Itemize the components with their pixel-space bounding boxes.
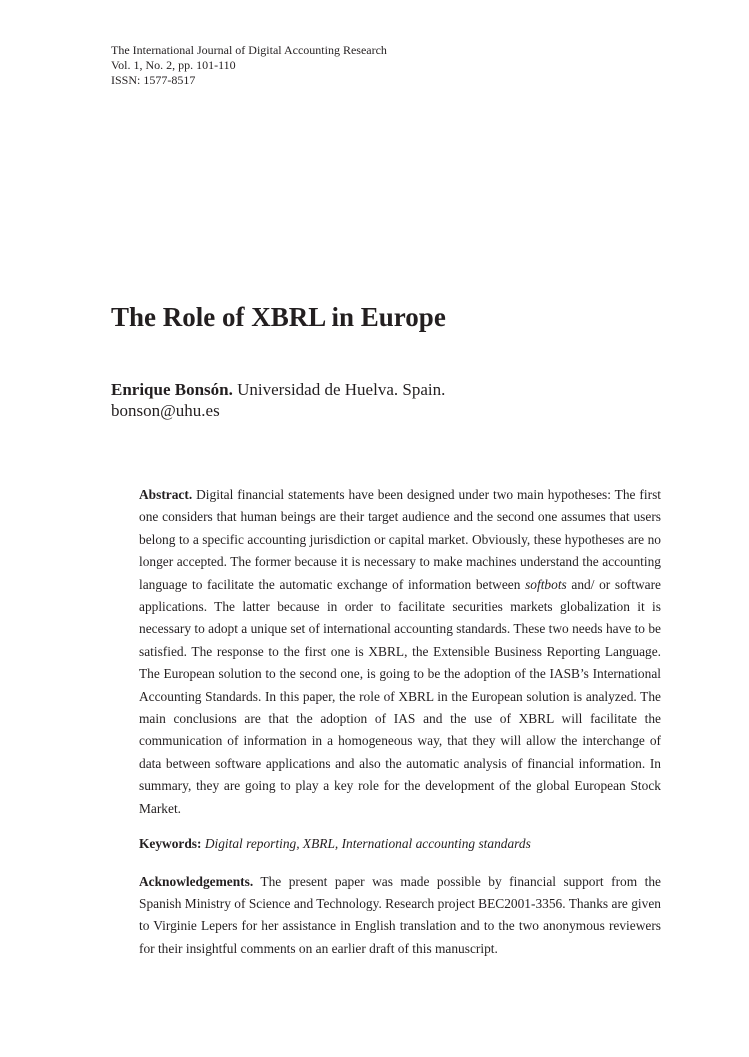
acknowledgements-paragraph	[139, 871, 661, 961]
acknowledgements-label: Acknowledgements.	[139, 873, 254, 889]
author-name: Enrique Bonsón.	[111, 380, 233, 399]
keywords-text: Digital reporting, XBRL, International accounting standards	[201, 836, 531, 852]
keywords-label: Keywords:	[139, 836, 202, 852]
author-line	[111, 379, 445, 400]
journal-issn: ISSN: 1577-8517	[111, 73, 196, 87]
author-affiliation: Universidad de Huelva. Spain.	[232, 380, 446, 399]
abstract-block	[139, 484, 661, 960]
paper-title: The Role of XBRL in Europe	[111, 302, 446, 332]
journal-header	[111, 43, 387, 88]
abstract-text-part1: Digital financial statements have been designed under two main hypotheses: The first one considers that human beings are their target audience and the second one assumes that users belong to a specific accounting jurisdiction or capital market. Obviously, these hypotheses are no longer accepted. The former because it is necessary to make machines understand the accounting language to facilitate the automatic exchange of information between	[139, 487, 661, 592]
abstract-text-part2: and/ or software applications. The latter because in order to facilitate securities markets globalization it is necessary to adopt a unique set of international accounting standards. These two needs have to be satisfied. The response to the first one is XBRL, the Extensible Business Reporting Language. The European solution to the second one, is going to be the adoption of the IASB’s International Accounting Standards. In this paper, the role of XBRL in the European solution is analyzed. The main conclusions are that the adoption of IAS and the use of XBRL will facilitate the communication of information in a homogeneous way, that they will allow the interchange of data between software applications and also the automatic analysis of financial information. In summary, they are going to play a key role for the development of the global European Stock Market.	[139, 576, 661, 816]
abstract-paragraph	[139, 484, 661, 820]
author-block	[111, 379, 445, 421]
acknowledgements-text: The present paper was made possible by financial support from the Spanish Ministry of Science and Technology. Research project BEC2001-3356. Thanks are given to Virginie Lepers for her assistance in English translation and to the two anonymous reviewers for their insightful comments on an earlier draft of this manuscript.	[139, 873, 661, 956]
abstract-label: Abstract.	[139, 487, 193, 502]
abstract-italic-term: softbots	[525, 576, 567, 592]
journal-volume: Vol. 1, No. 2, pp. 101-110	[111, 58, 236, 72]
author-email: bonson@uhu.es	[111, 401, 220, 420]
journal-name: The International Journal of Digital Accounting Research	[111, 43, 387, 57]
keywords-paragraph	[139, 833, 661, 855]
